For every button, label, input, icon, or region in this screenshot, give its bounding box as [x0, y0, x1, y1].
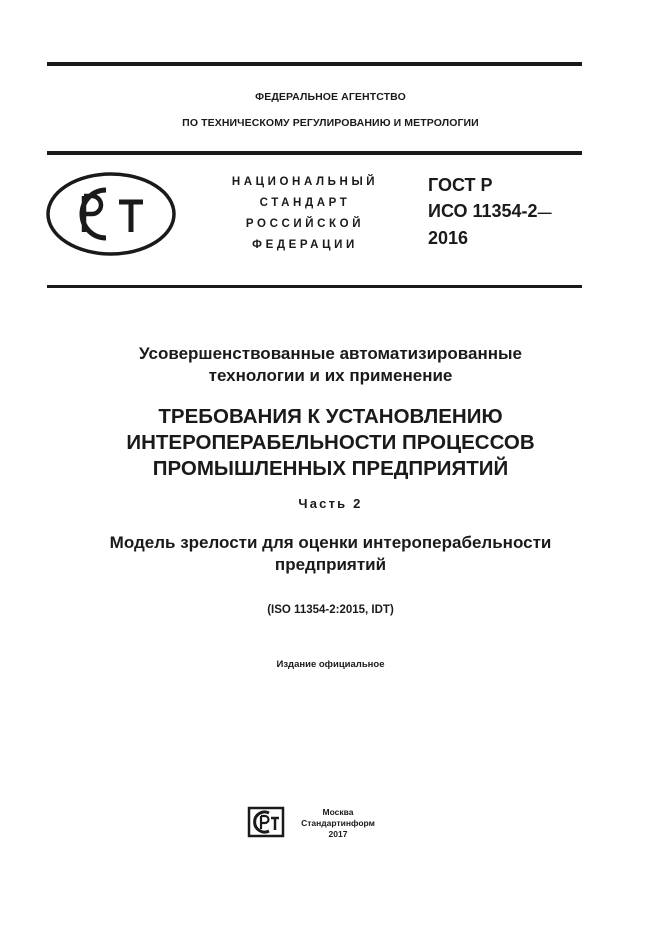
standard-designation: [428, 172, 552, 251]
part-title-line-2: предприятий: [274, 555, 387, 574]
rst-logo-icon: [46, 172, 176, 256]
national-standard-line-1: НАЦИОНАЛЬНЫЙ: [231, 176, 379, 188]
iso-reference: (ISO 11354-2:2015, IDT): [267, 604, 394, 616]
main-title-line-2: ИНТЕРОПЕРАБЕЛЬНОСТИ ПРОЦЕССОВ: [126, 431, 535, 454]
publisher-info: [297, 807, 379, 840]
national-standard-label: [213, 172, 397, 256]
series-title-line-1: Усовершенствованные автоматизированные: [139, 344, 522, 363]
standartinform-logo-icon: [247, 806, 287, 838]
part-title: [20, 532, 641, 576]
designation-dash: —: [537, 204, 552, 220]
part-title-line-1: Модель зрелости для оценки интероперабельности: [109, 533, 552, 552]
edition-label: Издание официальное: [276, 659, 385, 670]
header-rule: [47, 151, 582, 155]
publisher-name: Стандартинформ: [301, 818, 375, 828]
designation-line-1: ГОСТ Р: [428, 175, 493, 195]
agency-line-1: ФЕДЕРАЛЬНОЕ АГЕНТСТВО: [255, 91, 406, 103]
national-standard-line-2: СТАНДАРТ: [259, 197, 351, 209]
designation-line-3: 2016: [428, 228, 469, 248]
series-title-line-2: технологии и их применение: [208, 366, 453, 385]
publisher-year: 2017: [328, 829, 348, 839]
publisher-city: Москва: [322, 807, 354, 817]
main-title-line-3: ПРОМЫШЛЕННЫХ ПРЕДПРИЯТИЙ: [152, 457, 509, 480]
national-standard-line-4: ФЕДЕРАЦИИ: [252, 239, 358, 251]
national-standard-line-3: РОССИЙСКОЙ: [245, 218, 365, 230]
title-rule: [47, 285, 582, 288]
main-title-line-1: ТРЕБОВАНИЯ К УСТАНОВЛЕНИЮ: [158, 405, 503, 428]
main-title: [20, 404, 641, 482]
part-label: Часть 2: [298, 496, 363, 511]
designation-number: ИСО 11354-2: [428, 201, 538, 221]
designation-line-2: [428, 198, 552, 225]
agency-line-2: ПО ТЕХНИЧЕСКОМУ РЕГУЛИРОВАНИЮ И МЕТРОЛОГИИ: [182, 117, 479, 129]
top-rule: [47, 62, 582, 66]
series-title: [20, 343, 641, 387]
